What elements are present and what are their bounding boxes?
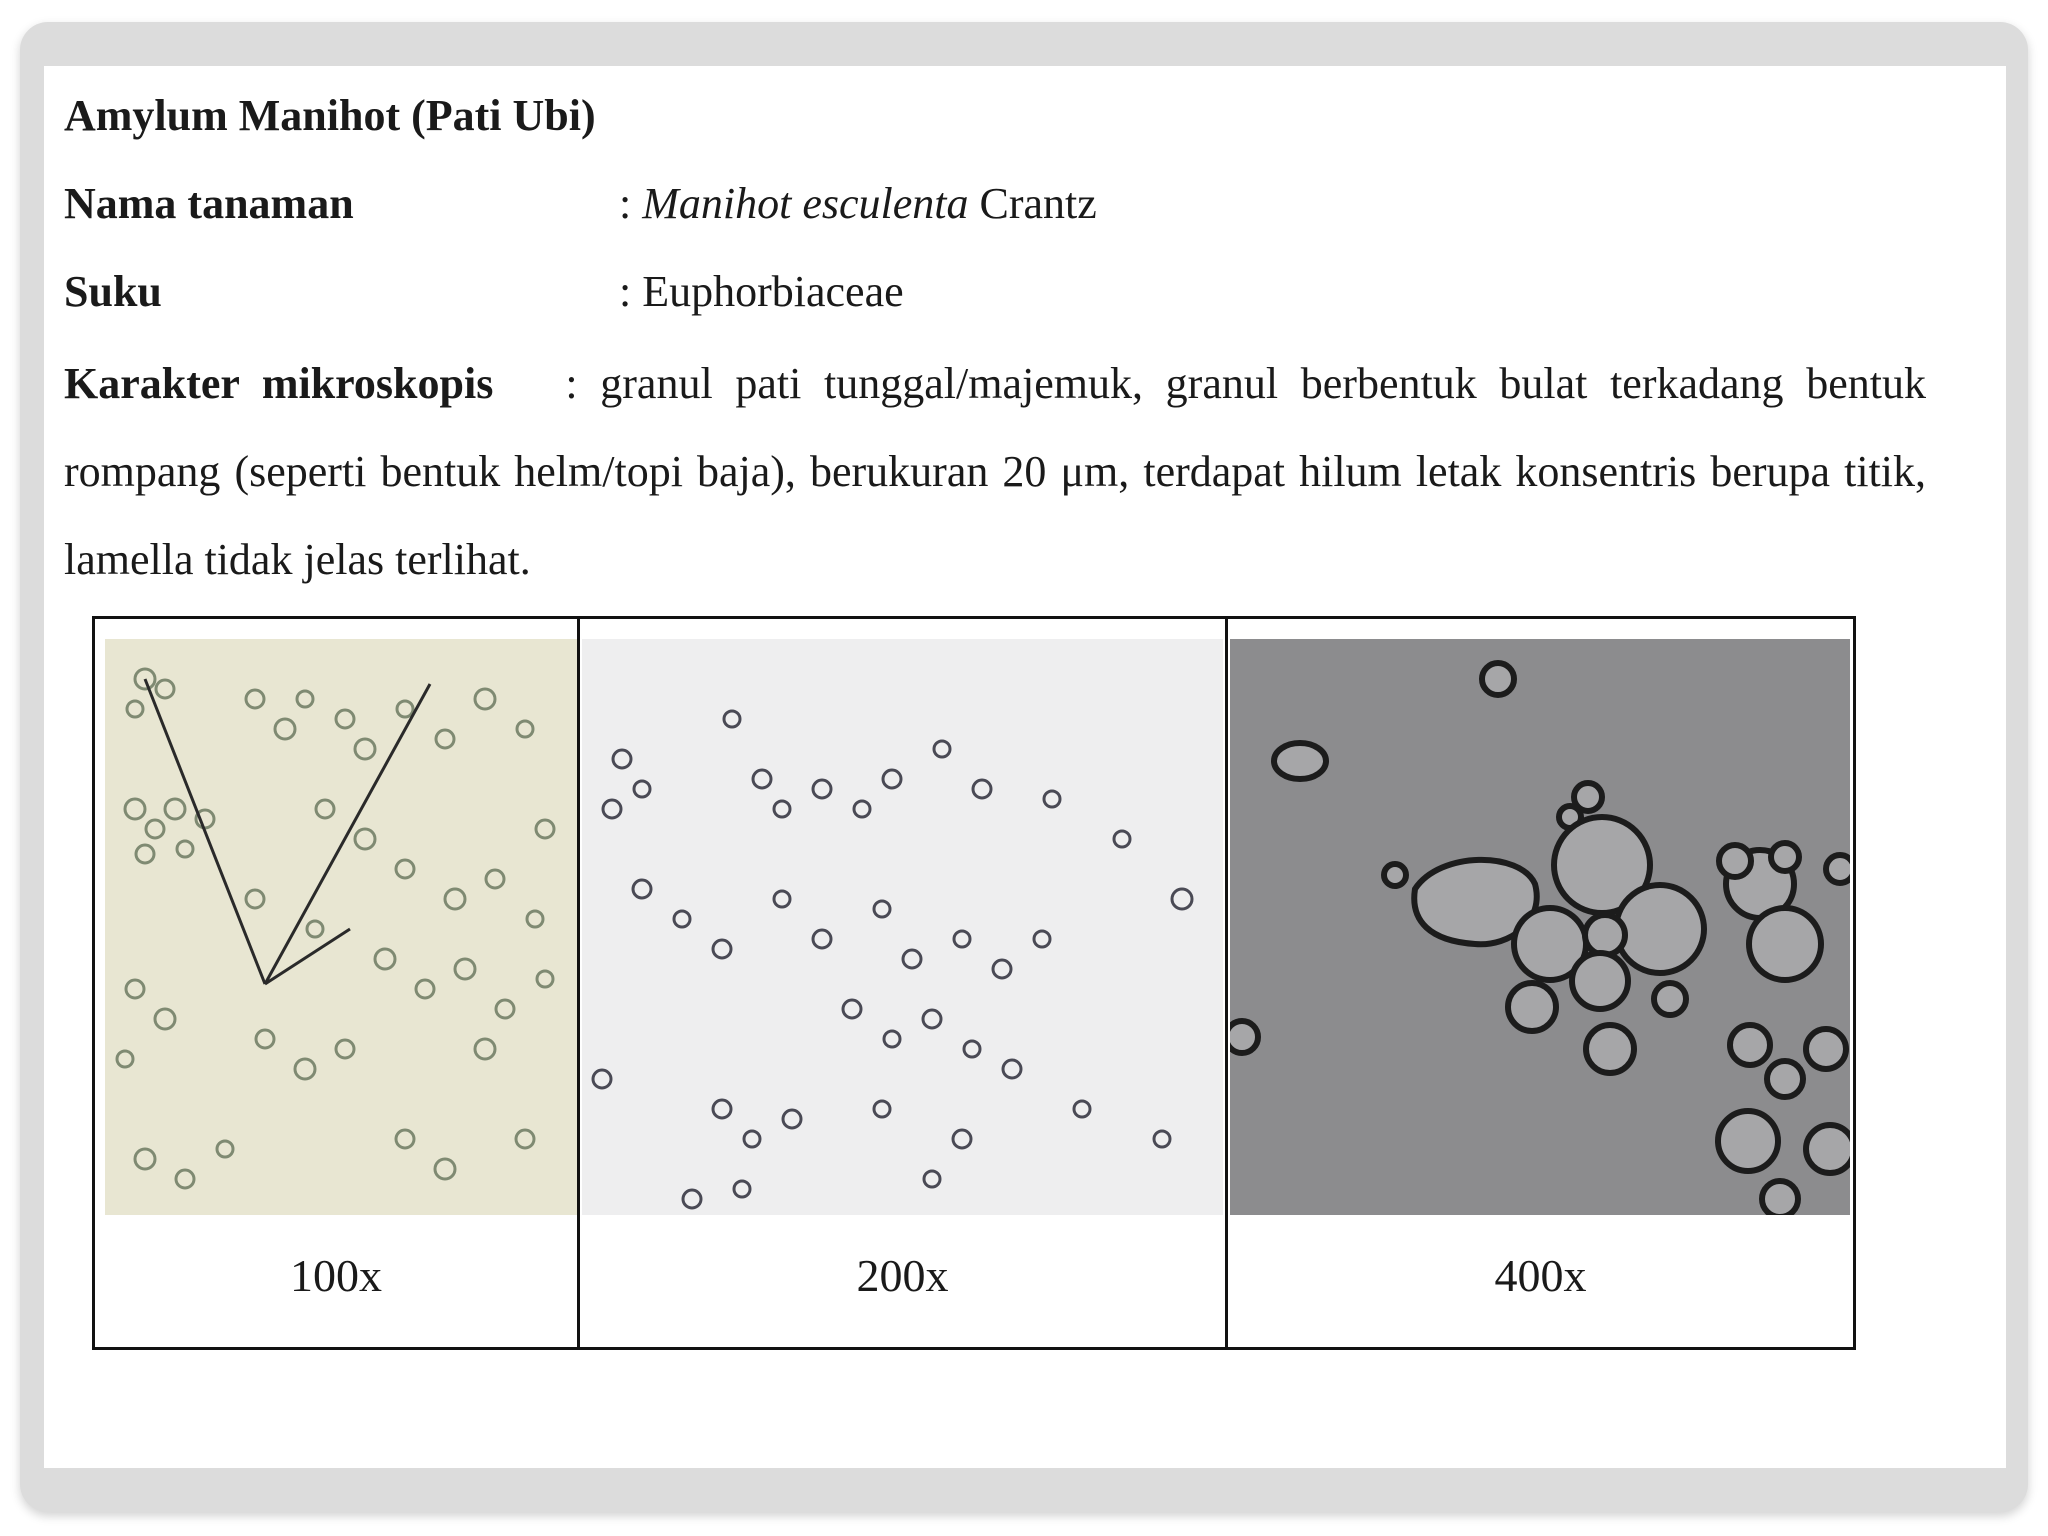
micrograph-200x-image <box>582 639 1223 1215</box>
caption-200x: 200x <box>856 1250 949 1301</box>
micrograph-table <box>92 616 1856 1350</box>
plant-name-label: Nama tanaman <box>64 179 354 228</box>
plant-name-prefix: : <box>619 179 643 228</box>
micrograph-400x-image <box>1230 639 1850 1215</box>
caption-100x: 100x <box>290 1250 382 1301</box>
micrograph-100x <box>105 639 577 1215</box>
family-value: : Euphorbiaceae <box>619 267 904 316</box>
microscopic-text: : granul pati tunggal/majemuk, granul berbentuk bulat terkadang bentuk rompang (seperti bentuk helm/topi baja), berukuran 20 μm, terdapat hilum letak konsentris berupa titik, lamella tidak jelas terlihat. <box>64 359 1926 584</box>
plant-name-value <box>619 174 1097 234</box>
plant-name-species: Manihot esculenta <box>642 179 969 228</box>
plant-name-author: Crantz <box>968 179 1097 228</box>
micrograph-200x <box>582 639 1223 1215</box>
section-title: Amylum Manihot (Pati Ubi) <box>64 91 596 140</box>
micrograph-100x-image <box>105 639 577 1215</box>
document-page <box>44 66 2006 1468</box>
caption-400x: 400x <box>1494 1250 1587 1301</box>
family-label: Suku <box>64 267 162 316</box>
microscopic-paragraph <box>64 340 1926 604</box>
microscopic-label: Karakter mikroskopis <box>64 359 494 408</box>
micrograph-400x <box>1230 639 1850 1215</box>
